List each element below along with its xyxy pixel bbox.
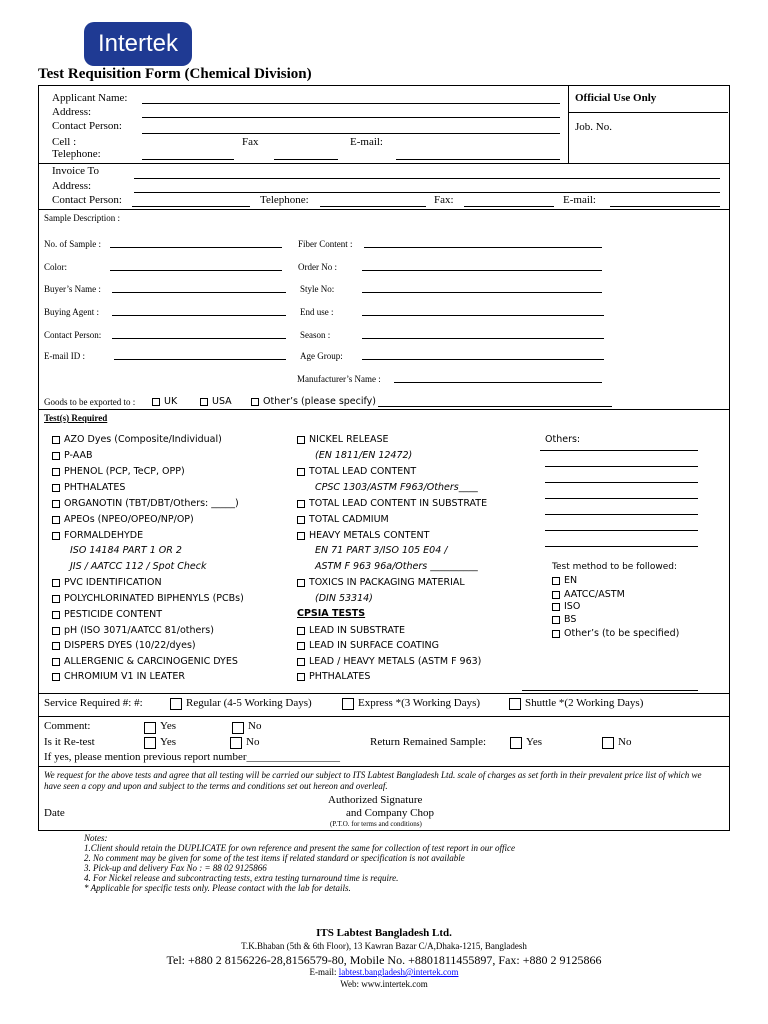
job-no-label: Job. No. bbox=[575, 121, 612, 133]
cell-label: Cell : bbox=[52, 136, 77, 148]
note-item: 2. No comment may be given for some of the test items if related standard or specification is not available bbox=[84, 853, 465, 863]
return-yes-label: Yes bbox=[526, 736, 543, 748]
style-no-label: Style No: bbox=[300, 284, 335, 294]
return-yes-checkbox[interactable] bbox=[510, 737, 522, 749]
invoice-to-label: Invoice To bbox=[52, 165, 99, 177]
test-col1-item[interactable]: PHTHALATES bbox=[52, 482, 125, 493]
company-chop-label: and Company Chop bbox=[346, 807, 434, 819]
checkbox-icon bbox=[52, 658, 60, 666]
agreement-text: We request for the above tests and agree that all testing will be carried our subject to ITS Labtest Bangladesh Ltd. scale of charges as set forth in their prevalent price list of which we have seen a copy and upon and subject to the terms and conditions set out hereon and overleaf. bbox=[44, 770, 702, 791]
no-of-sample-label: No. of Sample : bbox=[44, 239, 101, 249]
regular-checkbox[interactable] bbox=[170, 698, 182, 710]
notes-block bbox=[84, 833, 515, 893]
retest-no-checkbox[interactable] bbox=[230, 737, 242, 749]
comment-yes-label: Yes bbox=[160, 720, 177, 732]
uk-option[interactable]: UK bbox=[152, 396, 177, 407]
test-col2-item[interactable]: LEAD IN SUBSTRATE bbox=[297, 625, 405, 636]
invoice-address-label: Address: bbox=[52, 180, 92, 192]
checkbox-icon bbox=[52, 452, 60, 460]
regular-label: Regular (4-5 Working Days) bbox=[186, 697, 312, 709]
test-col2-item[interactable]: LEAD IN SURFACE COATING bbox=[297, 640, 439, 651]
shuttle-label: Shuttle *(2 Working Days) bbox=[525, 697, 644, 709]
telephone-label: Telephone: bbox=[52, 148, 101, 160]
checkbox-icon bbox=[52, 484, 60, 492]
checkbox-icon bbox=[297, 436, 305, 444]
checkbox-icon bbox=[297, 673, 305, 681]
test-col1-item[interactable]: PVC IDENTIFICATION bbox=[52, 577, 162, 588]
note-item: 4. For Nickel release and subcontracting tests, extra testing turnaround time is require. bbox=[84, 873, 399, 883]
manufacturer-name-label: Manufacturer’s Name : bbox=[297, 374, 381, 384]
checkbox-icon bbox=[152, 398, 160, 406]
test-col2-item: ASTM F 963 96a/Others __________ bbox=[315, 561, 478, 572]
footer-email-label: E-mail: bbox=[309, 967, 337, 977]
footer-tel: Tel: +880 2 8156226-28,8156579-80, Mobile No. +8801811455897, Fax: +880 2 9125866 bbox=[166, 953, 602, 967]
others-label: Others: bbox=[545, 434, 581, 445]
checkbox-icon bbox=[297, 532, 305, 540]
method-option[interactable]: Other’s (to be specified) bbox=[552, 628, 679, 639]
test-col2-item: (DIN 53314) bbox=[315, 593, 373, 604]
goods-export-label: Goods to be exported to : bbox=[44, 397, 136, 407]
note-item: 1.Client should retain the DUPLICATE for own reference and present the same for collection of test report in our office bbox=[84, 843, 515, 853]
test-col1-item[interactable]: PHENOL (PCP, TeCP, OPP) bbox=[52, 466, 185, 477]
footer-email-link[interactable]: labtest.bangladesh@intertek.com bbox=[338, 967, 459, 977]
fax-label: Fax bbox=[242, 136, 259, 148]
order-no-label: Order No : bbox=[298, 262, 337, 272]
email-label: E-mail: bbox=[350, 136, 383, 148]
invoice-fax-label: Fax: bbox=[434, 194, 454, 206]
checkbox-icon bbox=[552, 630, 560, 638]
checkbox-icon bbox=[52, 532, 60, 540]
test-col2-item[interactable]: NICKEL RELEASE bbox=[297, 434, 389, 445]
express-label: Express *(3 Working Days) bbox=[358, 697, 481, 709]
method-option[interactable]: AATCC/ASTM bbox=[552, 589, 625, 600]
test-col1-item[interactable]: ALLERGENIC & CARCINOGENIC DYES bbox=[52, 656, 238, 667]
authorized-signature-label: Authorized Signature bbox=[328, 794, 423, 806]
notes-heading: Notes: bbox=[84, 833, 108, 843]
return-no-label: No bbox=[618, 736, 632, 748]
applicant-name-label: Applicant Name: bbox=[52, 92, 128, 104]
invoice-contact-label: Contact Person: bbox=[52, 194, 122, 206]
service-required-label: Service Required #: #: bbox=[44, 697, 143, 709]
comment-yes-checkbox[interactable] bbox=[144, 722, 156, 734]
test-col2-item[interactable]: HEAVY METALS CONTENT bbox=[297, 530, 429, 541]
tests-required-heading: Test(s) Required bbox=[44, 413, 108, 423]
checkbox-icon bbox=[200, 398, 208, 406]
contact-person-label: Contact Person: bbox=[52, 120, 122, 132]
test-col1-item[interactable]: AZO Dyes (Composite/Individual) bbox=[52, 434, 222, 445]
checkbox-icon bbox=[552, 577, 560, 585]
checkbox-icon bbox=[297, 516, 305, 524]
test-col2-item[interactable]: TOTAL LEAD CONTENT IN SUBSTRATE bbox=[297, 498, 487, 509]
address-label: Address: bbox=[52, 106, 92, 118]
test-col2-item[interactable]: PHTHALATES bbox=[297, 671, 370, 682]
comment-no-checkbox[interactable] bbox=[232, 722, 244, 734]
test-col2-item[interactable]: TOTAL LEAD CONTENT bbox=[297, 466, 416, 477]
test-col2-item: EN 71 PART 3/ISO 105 E04 / bbox=[315, 545, 448, 556]
form-title: Test Requisition Form (Chemical Division) bbox=[38, 66, 312, 82]
checkbox-icon bbox=[52, 642, 60, 650]
checkbox-icon bbox=[552, 616, 560, 624]
test-col1-item[interactable]: DISPERS DYES (10/22/dyes) bbox=[52, 640, 196, 651]
test-col1-item[interactable]: pH (ISO 3071/AATCC 81/others) bbox=[52, 625, 214, 636]
retest-yes-checkbox[interactable] bbox=[144, 737, 156, 749]
test-col2-item[interactable]: TOTAL CADMIUM bbox=[297, 514, 389, 525]
retest-yes-label: Yes bbox=[160, 736, 177, 748]
test-col2-item: CPSC 1303/ASTM F963/Others____ bbox=[315, 482, 478, 493]
official-use-label: Official Use Only bbox=[575, 92, 657, 104]
checkbox-icon bbox=[297, 627, 305, 635]
email-id-label: E-mail ID : bbox=[44, 351, 85, 361]
comment-label: Comment: bbox=[44, 720, 91, 732]
checkbox-icon bbox=[52, 516, 60, 524]
note-item: * Applicable for specific tests only. Please contact with the lab for details. bbox=[84, 883, 351, 893]
retest-no-label: No bbox=[246, 736, 260, 748]
sample-contact-person-label: Contact Person: bbox=[44, 330, 102, 340]
test-col2-item: (EN 1811/EN 12472) bbox=[315, 450, 413, 461]
test-col2-item[interactable]: TOXICS IN PACKAGING MATERIAL bbox=[297, 577, 465, 588]
checkbox-icon bbox=[552, 591, 560, 599]
test-col1-item[interactable]: ORGANOTIN (TBT/DBT/Others: _____) bbox=[52, 498, 239, 509]
buyers-name-label: Buyer’s Name : bbox=[44, 284, 101, 294]
test-col1-item[interactable]: FORMALDEHYDE bbox=[52, 530, 143, 541]
retest-label: Is it Re-test bbox=[44, 736, 95, 748]
checkbox-icon bbox=[52, 579, 60, 587]
checkbox-icon bbox=[297, 579, 305, 587]
shuttle-checkbox[interactable] bbox=[509, 698, 521, 710]
checkbox-icon bbox=[297, 500, 305, 508]
footer-email-row bbox=[0, 967, 768, 977]
checkbox-icon bbox=[52, 436, 60, 444]
intertek-logo: Intertek bbox=[84, 22, 192, 66]
test-col2-item: CPSIA TESTS bbox=[297, 608, 366, 619]
previous-report-label: If yes, please mention previous report number_________________ bbox=[44, 751, 341, 763]
checkbox-icon bbox=[52, 595, 60, 603]
checkbox-icon bbox=[52, 611, 60, 619]
checkbox-icon bbox=[297, 468, 305, 476]
method-option[interactable]: BS bbox=[552, 614, 576, 625]
checkbox-icon bbox=[251, 398, 259, 406]
test-col1-item[interactable]: POLYCHLORINATED BIPHENYLS (PCBs) bbox=[52, 593, 244, 604]
method-option[interactable]: ISO bbox=[552, 601, 580, 612]
checkbox-icon bbox=[297, 642, 305, 650]
footer-address: T.K.Bhaban (5th & 6th Floor), 13 Kawran Bazar C/A,Dhaka-1215, Bangladesh bbox=[241, 941, 527, 951]
invoice-telephone-label: Telephone: bbox=[260, 194, 309, 206]
test-col2-item[interactable]: LEAD / HEAVY METALS (ASTM F 963) bbox=[297, 656, 481, 667]
test-col1-item[interactable]: CHROMIUM V1 IN LEATER bbox=[52, 671, 185, 682]
checkbox-icon bbox=[52, 627, 60, 635]
others-option[interactable]: Other’s (please specify) bbox=[251, 396, 376, 407]
fiber-content-label: Fiber Content : bbox=[298, 239, 353, 249]
checkbox-icon bbox=[52, 673, 60, 681]
color-label: Color: bbox=[44, 262, 68, 272]
checkbox-icon bbox=[52, 468, 60, 476]
buying-agent-label: Buying Agent : bbox=[44, 307, 100, 317]
test-method-heading: Test method to be followed: bbox=[552, 562, 678, 572]
return-sample-label: Return Remained Sample: bbox=[370, 736, 487, 748]
age-group-label: Age Group: bbox=[300, 351, 343, 361]
pto-note: (P.T.O. for terms and conditions) bbox=[330, 820, 422, 828]
footer-company: ITS Labtest Bangladesh Ltd. bbox=[316, 927, 452, 939]
comment-no-label: No bbox=[248, 720, 262, 732]
return-no-checkbox[interactable] bbox=[602, 737, 614, 749]
sample-description-label: Sample Description : bbox=[44, 213, 120, 223]
test-col1-item: ISO 14184 PART 1 OR 2 bbox=[70, 545, 182, 556]
method-option[interactable]: EN bbox=[552, 575, 577, 586]
test-col1-item: JIS / AATCC 112 / Spot Check bbox=[70, 561, 207, 572]
invoice-email-label: E-mail: bbox=[563, 194, 596, 206]
date-label: Date bbox=[44, 807, 65, 819]
test-col1-item[interactable]: APEOs (NPEO/OPEO/NP/OP) bbox=[52, 514, 194, 525]
checkbox-icon bbox=[52, 500, 60, 508]
end-use-label: End use : bbox=[300, 307, 334, 317]
season-label: Season : bbox=[300, 330, 331, 340]
footer-web: Web: www.intertek.com bbox=[340, 979, 428, 989]
checkbox-icon bbox=[297, 658, 305, 666]
test-col1-item[interactable]: P-AAB bbox=[52, 450, 93, 461]
usa-option[interactable]: USA bbox=[200, 396, 232, 407]
note-item: 3. Pick-up and delivery Fax No : = 88 02 9125866 bbox=[84, 863, 267, 873]
checkbox-icon bbox=[552, 603, 560, 611]
express-checkbox[interactable] bbox=[342, 698, 354, 710]
test-col1-item[interactable]: PESTICIDE CONTENT bbox=[52, 609, 162, 620]
